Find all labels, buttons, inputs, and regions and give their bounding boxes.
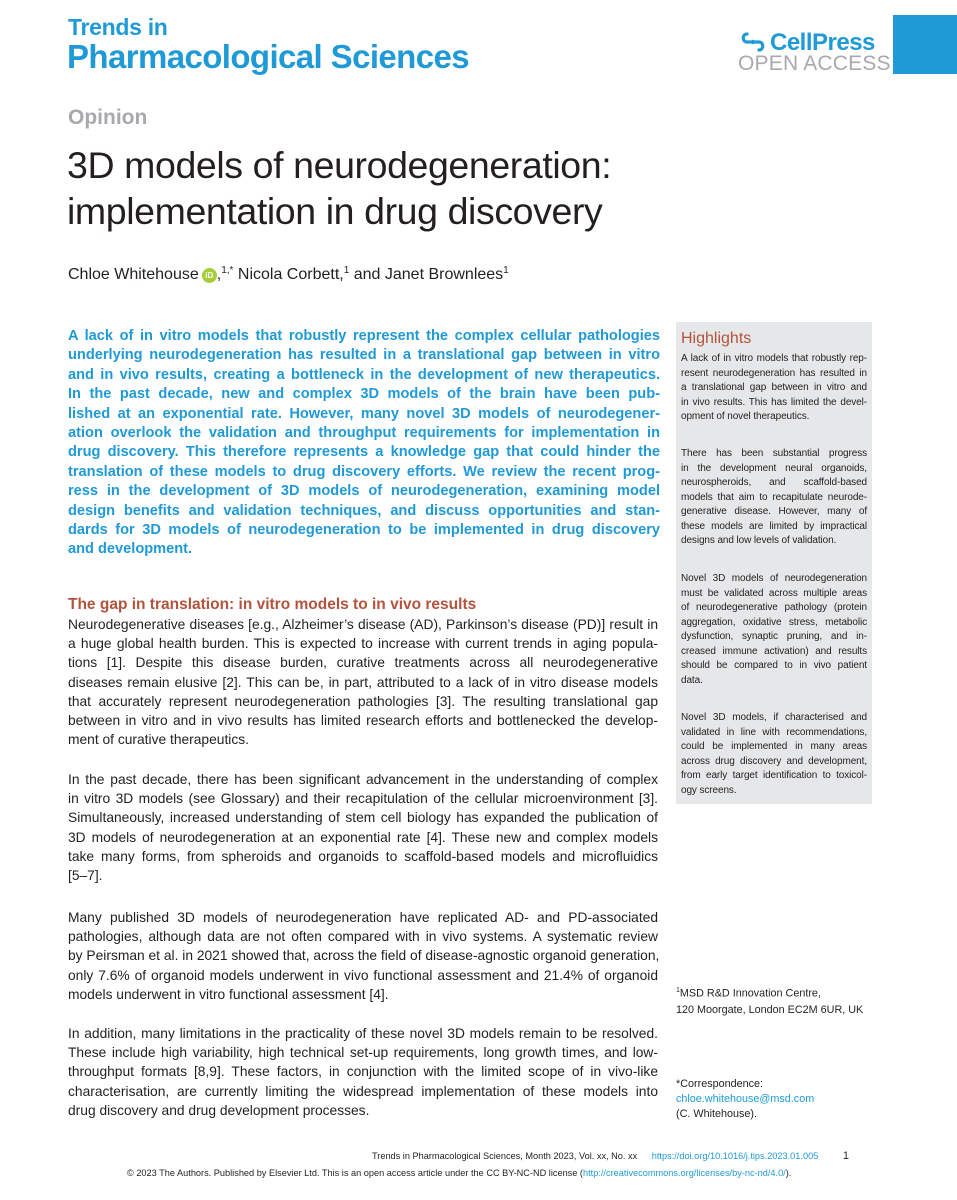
highlight-line: neurospheroids, and scaffold-based <box>681 477 867 488</box>
highlight-line: Novel 3D models of neurodegeneration <box>681 573 867 584</box>
body-line: only 7.6% of organoid models underwent in vivo functional assessment and 21.4% of organoid <box>68 967 658 983</box>
page-number: 1 <box>842 1150 849 1162</box>
highlight-line: a translational gap between in vitro and <box>681 382 867 393</box>
abstract-line: In the past decade, new and complex 3D models of the brain have been pub- <box>68 386 660 403</box>
highlight-line: must be validated across multiple areas <box>681 587 867 599</box>
highlight-line: aggregation, oxidative stress, metabolic <box>681 616 867 628</box>
body-line: Simultaneously, increased understanding of stem cell biology has expanded the publication of <box>68 810 658 826</box>
highlight-line: opment of novel therapeutics. <box>681 411 810 422</box>
highlight-item <box>681 572 867 688</box>
body-line: that accurately represent neurodegeneration pathologies [3]. The resulting translational gap <box>68 693 658 709</box>
abstract-line: and in vivo results, creating a bottleneck in the development of new therapeutics. <box>68 366 660 383</box>
highlights-title: Highlights <box>681 330 752 347</box>
journal-name-line1: Trends in <box>68 14 168 40</box>
body-paragraph <box>68 770 658 885</box>
body-line: models underwent in vitro functional assessment [4]. <box>68 986 389 1002</box>
cellpress-mark-icon <box>740 31 766 53</box>
body-paragraph <box>68 908 658 1004</box>
footer-citation <box>372 1150 849 1162</box>
affiliation-sup: 1,* <box>221 265 234 276</box>
highlight-line: There has been substantial progress <box>681 448 867 459</box>
article-title <box>67 142 747 234</box>
highlight-line: data. <box>681 674 703 686</box>
body-line: diseases remain elusive [2]. This can be, in part, attributed to a lack of in vitro disease models <box>68 674 658 690</box>
highlight-line: from early target identification to toxicol- <box>681 770 867 781</box>
highlight-line: these models are limited by impractical <box>681 520 867 532</box>
body-line: tions [1]. Despite this disease burden, curative treatments across all neurodegenerative <box>68 655 658 671</box>
abstract-line: ress in the development of 3D models of neurodegeneration, examining model <box>68 483 660 500</box>
journal-info: Trends in Pharmacological Sciences, Month 2023, Vol. xx, No. xx <box>372 1151 638 1161</box>
body-line: throughput formats [8,9]. These factors, in conjunction with the limited scope of in vivo-like <box>68 1064 658 1080</box>
cellpress-logo[interactable] <box>738 29 891 79</box>
author-name: and Janet Brownlees <box>353 266 504 283</box>
license-link[interactable]: http://creativecommons.org/licenses/by-nc-nd/4.0/ <box>583 1168 786 1178</box>
journal-name-line2: Pharmacological Sciences <box>67 38 469 75</box>
open-access-label: OPEN ACCESS <box>738 52 891 75</box>
body-line: a huge global health burden. This is expected to increase with current trends in aging popula- <box>68 636 658 652</box>
highlight-line: in the development neural organoids, <box>681 462 867 474</box>
body-line: In the past decade, there has been significant advancement in the understanding of complex <box>68 772 658 787</box>
body-line: [5–7]. <box>68 868 103 884</box>
highlight-line: dysfunction, synaptic pruning, and in- <box>681 631 867 642</box>
body-line: 3D models of neurodegeneration at an exponential rate [4]. These new and complex models <box>68 829 658 845</box>
abstract-line: drug discovery. This therefore represents a knowledge gap that could hinder the <box>68 444 660 461</box>
highlight-line: could be implemented in many areas <box>681 741 867 752</box>
body-line: Many published 3D models of neurodegeneration have replicated AD- and PD-associated <box>68 910 658 925</box>
highlight-line: models that aim to recapitulate neurode- <box>681 491 867 503</box>
highlight-line: creased immune activation) and results <box>681 645 867 657</box>
affiliation-line: MSD R&D Innovation Centre, <box>679 987 821 1000</box>
highlight-item <box>681 352 867 425</box>
header-accent-block <box>893 15 957 74</box>
body-line: between in vitro and in vivo results has limited research efforts and bottlenecked the develop- <box>68 713 658 729</box>
highlight-line: validated in line with recommendations, <box>681 726 867 738</box>
affiliation-note <box>676 983 863 1018</box>
correspondence-label: *Correspondence: <box>676 1078 764 1090</box>
highlight-line: in vivo results. This has limited the devel- <box>681 396 867 408</box>
abstract <box>68 327 660 560</box>
affiliation-sup: 1 <box>343 265 350 276</box>
body-line: drug discovery and drug development processes. <box>68 1102 370 1118</box>
copyright-text: © 2023 The Authors. Published by Elsevier Ltd. This is an open access article under the CC BY-NC-ND license ( <box>127 1168 583 1178</box>
affiliation-sup: 1 <box>503 265 509 276</box>
body-paragraph <box>68 1024 658 1120</box>
highlight-line: designs and low levels of validation. <box>681 535 837 546</box>
abstract-line: underlying neurodegeneration has resulted in a translational gap between in vitro <box>68 347 660 364</box>
author-name: Chloe Whitehouse <box>68 266 199 283</box>
highlight-line: of neurodegenerative pathology (protein <box>681 602 867 613</box>
body-line: in vitro 3D models (see Glossary) and their recapitulation of the cellular microenvironment [3]. <box>68 791 658 807</box>
highlight-line: A lack of in vitro models that robustly rep- <box>681 353 867 364</box>
abstract-line: and development. <box>68 541 193 558</box>
correspondence-name: (C. Whitehouse). <box>676 1108 758 1120</box>
highlight-line: ogy screens. <box>681 784 737 796</box>
copyright-end: ). <box>785 1168 792 1178</box>
body-line: take many forms, from spheroids and organoids to scaffold-based models and microfluidics <box>68 848 658 864</box>
section-heading: The gap in translation: in vitro models to in vivo results <box>68 596 477 613</box>
title-line: implementation in drug discovery <box>67 190 603 232</box>
abstract-line: lished at an exponential rate. However, many novel 3D models of neurodegener- <box>68 405 660 422</box>
body-line: by Peirsman et al. in 2021 showed that, across the field of disease-agnostic organoid generation, <box>68 948 660 964</box>
author-list: Chloe Whitehouse iD ,$^{1,*}$ Nicola Corbett,$^1$ and Janet Brownlees$^1$ <box>68 265 509 283</box>
affiliation-line: 120 Moorgate, London EC2M 6UR, UK <box>676 1003 864 1016</box>
highlight-line: resent neurodegeneration has resulted in <box>681 367 867 379</box>
body-line: Neurodegenerative diseases [e.g., Alzheimer’s disease (AD), Parkinson’s disease (PD)] result in <box>68 617 658 632</box>
author-name: Nicola Corbett, <box>237 266 344 283</box>
highlight-line: generative disease. However, many of <box>681 506 867 517</box>
title-line: 3D models of neurodegeneration: <box>67 144 612 186</box>
correspondence-note <box>676 1077 814 1122</box>
body-line: These include high variability, high technical set-up requirements, long growth times, and low- <box>68 1045 658 1061</box>
body-line: characterisation, are currently limiting the widespread implementation of these models into <box>68 1083 658 1099</box>
correspondence-email[interactable]: chloe.whitehouse@msd.com <box>676 1093 815 1105</box>
body-line: pathologies, although data are not often compared with in vivo systems. A systematic review <box>68 929 658 945</box>
article-type: Opinion <box>68 106 148 129</box>
highlight-line: across drug discovery and development, <box>681 755 867 767</box>
abstract-line: design benefits and validation techniques, and discuss opportunities and stan- <box>68 502 660 519</box>
highlight-item <box>681 711 867 798</box>
footer-copyright <box>127 1168 791 1178</box>
body-paragraph <box>68 615 658 749</box>
body-line: In addition, many limitations in the practicality of these novel 3D models remain to be resolved. <box>68 1026 658 1041</box>
body-line: ment of curative therapeutics. <box>68 732 249 748</box>
highlight-line: should be compared to in vivo patient <box>681 660 867 671</box>
highlights-box <box>676 322 872 804</box>
doi-link[interactable]: https://doi.org/10.1016/j.tips.2023.01.005 <box>651 1151 819 1161</box>
abstract-line: A lack of in vitro models that robustly represent the complex cellular pathologies <box>68 328 660 344</box>
highlight-item <box>681 447 867 549</box>
highlight-line: Novel 3D models, if characterised and <box>681 712 867 723</box>
publisher-name: CellPress <box>770 29 875 56</box>
orcid-icon[interactable]: iD <box>202 268 217 283</box>
affiliation-sup: 1 <box>676 987 680 994</box>
abstract-line: ation overlook the validation and throughput requirements for implementation in <box>68 425 660 442</box>
abstract-line: translation of these models to drug discovery efforts. We review the recent prog- <box>68 463 660 480</box>
abstract-line: dards for 3D models of neurodegeneration to be implemented in drug discovery <box>68 522 660 539</box>
